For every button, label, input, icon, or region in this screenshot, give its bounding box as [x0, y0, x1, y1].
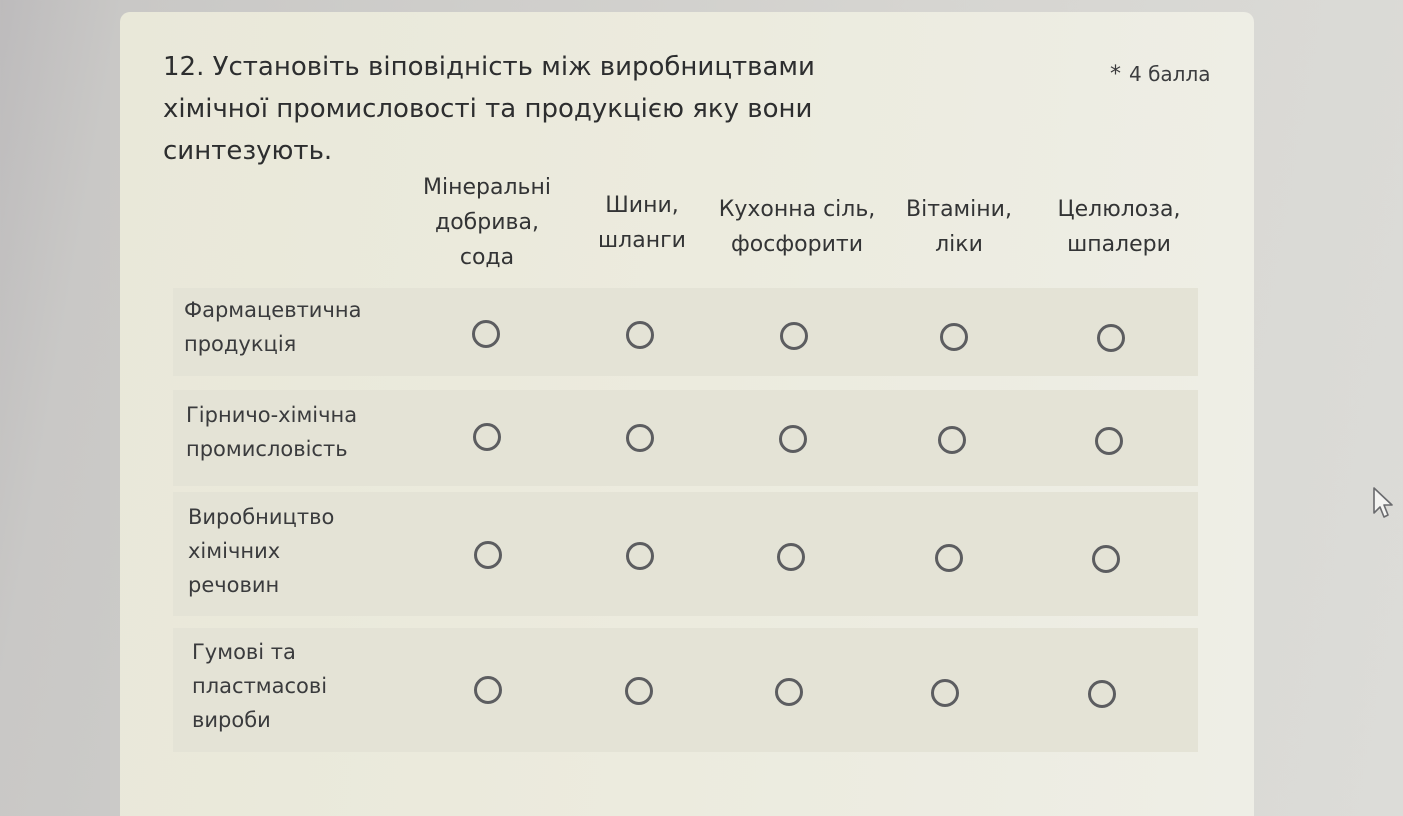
radio-chemical-cellulose[interactable] [1092, 545, 1120, 573]
column-header-mineral-fertilizers: Мінеральні добрива, сода [423, 175, 551, 270]
radio-pharmaceutical-table-salt[interactable] [780, 322, 808, 350]
question-title: 12. Установіть віповідність між виробництвами хімічної промисловості та продукцією яку вони синтезують. [163, 52, 815, 166]
arrow-cursor-icon [1372, 486, 1396, 520]
column-header-vitamins-medicines: Вітаміни, ліки [906, 197, 1012, 257]
radio-chemical-table-salt[interactable] [777, 543, 805, 571]
radio-chemical-vitamins[interactable] [935, 544, 963, 572]
radio-mining-table-salt[interactable] [779, 425, 807, 453]
radio-chemical-tires-hoses[interactable] [626, 542, 654, 570]
radio-pharmaceutical-cellulose[interactable] [1097, 324, 1125, 352]
row-label-mining-chemical-industry: Гірничо-хімічна промисловість [186, 403, 358, 461]
radio-chemical-mineral-fertilizers[interactable] [474, 541, 502, 569]
column-header-table-salt-phosphorites: Кухонна сіль, фосфорити [718, 197, 876, 257]
radio-pharmaceutical-mineral-fertilizers[interactable] [472, 320, 500, 348]
row-label-rubber-plastic-products: Гумові та пластмасові вироби [192, 640, 328, 732]
required-asterisk: * [1110, 62, 1121, 87]
radio-rubber-cellulose[interactable] [1088, 680, 1116, 708]
radio-rubber-table-salt[interactable] [775, 678, 803, 706]
radio-rubber-vitamins[interactable] [931, 679, 959, 707]
radio-rubber-mineral-fertilizers[interactable] [474, 676, 502, 704]
row-label-pharmaceutical-products: Фармацевтична продукція [184, 298, 362, 356]
radio-mining-vitamins[interactable] [938, 426, 966, 454]
points-indicator [1110, 62, 1211, 87]
column-header-cellulose-wallpaper: Целюлоза, шпалери [1057, 197, 1181, 257]
radio-pharmaceutical-vitamins[interactable] [940, 323, 968, 351]
row-label-chemical-substances-production: Виробництво хімічних речовин [188, 505, 335, 597]
radio-mining-cellulose[interactable] [1095, 427, 1123, 455]
points-label: 4 балла [1129, 62, 1211, 86]
radio-mining-tires-hoses[interactable] [626, 424, 654, 452]
column-header-tires-hoses: Шини, шланги [598, 193, 686, 253]
radio-mining-mineral-fertilizers[interactable] [473, 423, 501, 451]
radio-rubber-tires-hoses[interactable] [625, 677, 653, 705]
radio-pharmaceutical-tires-hoses[interactable] [626, 321, 654, 349]
